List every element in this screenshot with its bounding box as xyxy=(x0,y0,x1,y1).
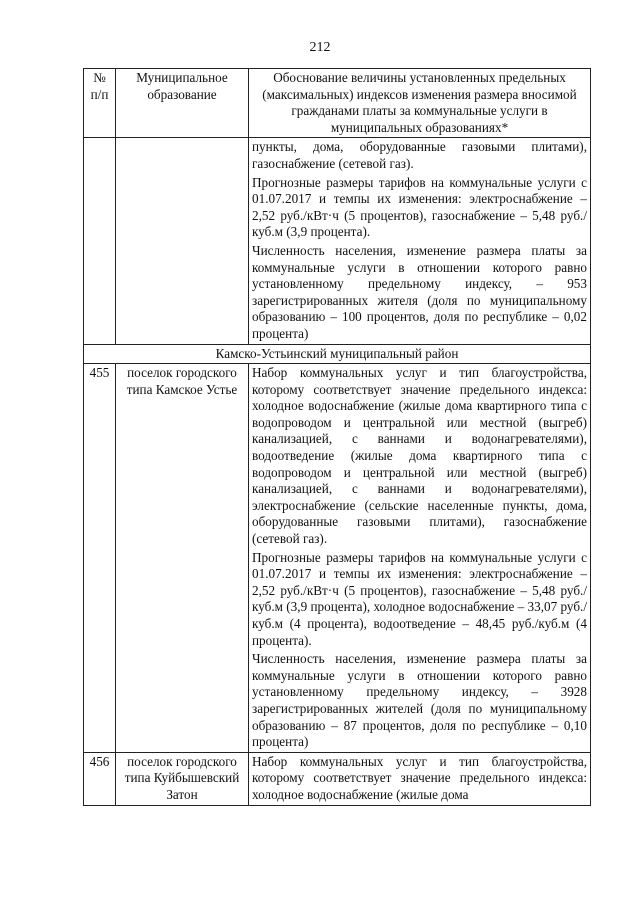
cell-num-empty xyxy=(84,138,116,344)
cell-municipality-empty xyxy=(116,138,249,344)
region-row xyxy=(84,344,591,364)
cell-justification xyxy=(249,752,591,805)
table-row xyxy=(84,364,591,753)
header-justification: Обоснование величины установленных предельных (максимальных) индексов изменения размера вносимой гражданами платы за коммунальные услуги в муниципальных образованиях* xyxy=(249,69,591,138)
cell-justification xyxy=(249,138,591,344)
region-title: Камско-Устьинский муниципальный район xyxy=(84,344,591,364)
tariff-index-table xyxy=(83,68,591,806)
header-num: № п/п xyxy=(84,69,116,138)
justification-paragraph: Численность населения, изменение размера платы за коммунальные услуги в отношении которого равно установленному предельному индексу, – 953 зарегистрированных жителя (доля по муниципальному образованию – 100 процентов, доля по республике – 0,02 процента) xyxy=(252,242,587,341)
justification-paragraph: Набор коммунальных услуг и тип благоустройства, которому соответствует значение предельного индекса: холодное водоснабжение (жилые дома xyxy=(252,753,587,802)
municipality-name: поселок городского типа Куйбышевский Затон xyxy=(116,752,249,805)
justification-paragraph: Прогнозные размеры тарифов на коммунальные услуги с 01.07.2017 и темпы их изменения: электроснабжение – 2,52 руб./кВт·ч (5 процентов), газоснабжение – 5,48 руб./куб.м (3,9 процента), холодное водоснабжение – 33,07 руб./куб.м (4 процента), водоотведение – 48,45 руб./куб.м (4 процента). xyxy=(252,549,587,648)
row-number: 456 xyxy=(84,752,116,805)
table-row xyxy=(84,752,591,805)
page-number: 212 xyxy=(309,40,331,55)
table-header-row xyxy=(84,69,591,138)
justification-paragraph: Прогнозные размеры тарифов на коммунальные услуги с 01.07.2017 и темпы их изменения: электроснабжение – 2,52 руб./кВт·ч (5 процентов), газоснабжение – 5,48 руб./куб.м (3,9 процента). xyxy=(252,174,587,240)
cell-justification xyxy=(249,364,591,753)
justification-paragraph: пункты, дома, оборудованные газовыми плитами), газоснабжение (сетевой газ). xyxy=(252,139,587,171)
header-municipality: Муниципальное образование xyxy=(116,69,249,138)
justification-paragraph: Численность населения, изменение размера платы за коммунальные услуги в отношении которого равно установленному предельному индексу, – 3928 зарегистрированных жителей (доля по муниципальному образованию – 87 процентов, доля по республике – 0,10 процента) xyxy=(252,651,587,750)
municipality-name: поселок городского типа Камское Устье xyxy=(116,364,249,753)
row-number: 455 xyxy=(84,364,116,753)
table-row-continuation xyxy=(84,138,591,344)
justification-paragraph: Набор коммунальных услуг и тип благоустройства, которому соответствует значение предельного индекса: холодное водоснабжение (жилые дома квартирного типа с водопроводом и центральной или местной (выгреб) канализацией, с ваннами и водонагревателями), водоотведение (жилые дома квартирного типа с водопроводом и центральной или местной (выгреб) канализацией, с ваннами и водонагревателями), электроснабжение (сельские населенные пункты, дома, оборудованные газовыми плитами), газоснабжение (сетевой газ). xyxy=(252,365,587,547)
